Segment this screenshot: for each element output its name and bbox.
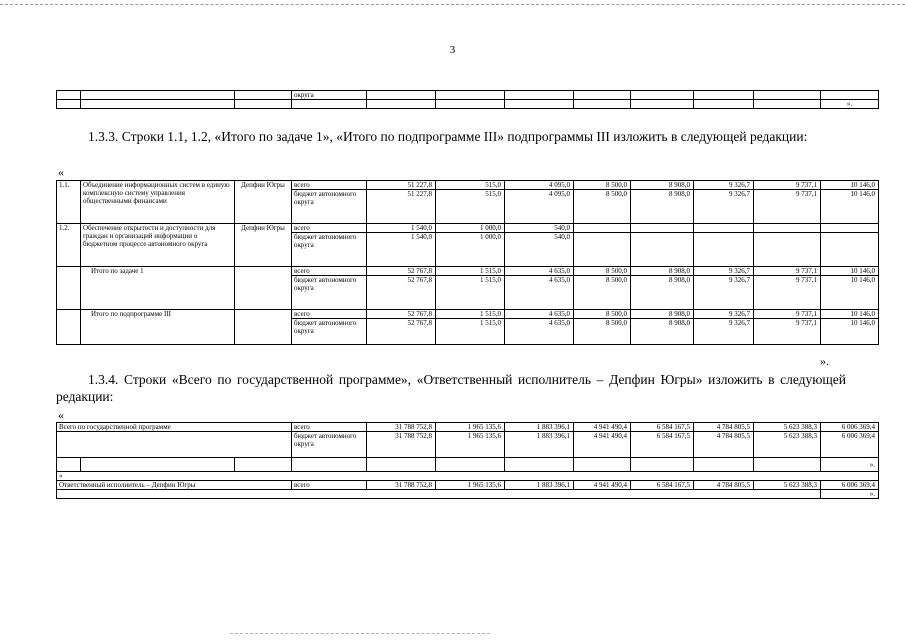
value-cell: 8 908,0: [631, 319, 694, 345]
value-cell: 51 227,8: [367, 190, 436, 224]
value-cell: 4 941 490,4: [574, 481, 631, 490]
source-cell: бюджет автономного округа: [292, 190, 367, 224]
value-cell: 1 883 396,1: [505, 432, 574, 458]
value-cell: 8 908,0: [631, 190, 694, 224]
opening-quote-2: «: [58, 408, 64, 422]
value-cell: 9 737,1: [754, 267, 821, 276]
value-cell: 4 635,0: [505, 276, 574, 310]
closing-quote-1: ».: [820, 354, 829, 368]
continued-table-fragment: [56, 90, 879, 109]
value-cell: 9 326,7: [694, 267, 754, 276]
value-cell: 1 515,0: [436, 319, 505, 345]
value-cell: 5 623 388,3: [754, 423, 821, 432]
value-cell: 31 788 752,8: [367, 481, 436, 490]
value-cell: 8 908,0: [631, 276, 694, 310]
value-cell: 6 584 167,5: [631, 423, 694, 432]
row-number: 1.1.: [57, 181, 81, 224]
value-cell: 1 965 135,6: [436, 432, 505, 458]
value-cell: 1 515,0: [436, 276, 505, 310]
source-cell: бюджет автономного округа: [292, 276, 367, 310]
value-cell: 8 500,0: [574, 310, 631, 319]
source-cell: всего: [292, 181, 367, 190]
activity-name: Итого по задаче 1: [81, 267, 235, 310]
value-cell: 52 767,8: [367, 267, 436, 276]
value-cell: 515,0: [436, 181, 505, 190]
row-number: [57, 267, 81, 310]
value-cell: 4 784 805,5: [694, 432, 754, 458]
table-row: [57, 267, 879, 276]
value-cell: 4 941 490,4: [574, 423, 631, 432]
value-cell: 1 540,0: [367, 233, 436, 267]
state-program-totals-table: [56, 422, 879, 499]
closing-quote-mark: ».: [821, 100, 879, 109]
table-row: [57, 181, 879, 190]
value-cell: [631, 224, 694, 233]
value-cell: 8 500,0: [574, 190, 631, 224]
value-cell: 6 006 369,4: [821, 432, 879, 458]
value-cell: 5 623 388,3: [754, 432, 821, 458]
value-cell: 9 737,1: [754, 276, 821, 310]
source-cell: всего: [292, 224, 367, 233]
value-cell: 4 784 805,5: [694, 481, 754, 490]
value-cell: 8 908,0: [631, 310, 694, 319]
value-cell: [821, 224, 879, 233]
scan-edge-top: [0, 4, 905, 5]
value-cell: 5 623 388,3: [754, 481, 821, 490]
table-row: [57, 224, 879, 233]
value-cell: 8 500,0: [574, 267, 631, 276]
value-cell: 9 737,1: [754, 310, 821, 319]
value-cell: 6 584 167,5: [631, 481, 694, 490]
executor: [235, 267, 292, 310]
closing-quote-mark: ».: [821, 490, 879, 499]
value-cell: 31 788 752,8: [367, 423, 436, 432]
value-cell: 9 326,7: [694, 181, 754, 190]
value-cell: 540,0: [505, 233, 574, 267]
amendment-paragraph-1-3-4: 1.3.4. Строки «Всего по государственной программе», «Ответственный исполнитель – Депфин Югры» изложить в следующей редакции:: [56, 372, 846, 404]
value-cell: 4 941 490,4: [574, 432, 631, 458]
source-cell: всего: [292, 423, 367, 432]
value-cell: 6 006 369,4: [821, 423, 879, 432]
activity-name: Итого по подпрограмме III: [81, 310, 235, 345]
source-cell: бюджет автономного округа: [292, 319, 367, 345]
activity-name: Объединение информационных систем в единую комплексную систему управления общественными финансами: [81, 181, 235, 224]
value-cell: 9 326,7: [694, 319, 754, 345]
row-number: [57, 310, 81, 345]
value-cell: [631, 233, 694, 267]
value-cell: 1 883 396,1: [505, 423, 574, 432]
value-cell: 4 095,0: [505, 181, 574, 190]
value-cell: 9 326,7: [694, 190, 754, 224]
value-cell: 540,0: [505, 224, 574, 233]
opening-quote-1: «: [58, 165, 64, 179]
value-cell: 1 883 396,1: [505, 481, 574, 490]
value-cell: [574, 233, 631, 267]
value-cell: 8 908,0: [631, 267, 694, 276]
value-cell: 4 095,0: [505, 190, 574, 224]
value-cell: 6 006 369,4: [821, 481, 879, 490]
value-cell: 52 767,8: [367, 310, 436, 319]
scan-edge-bottom: [230, 633, 490, 634]
amendment-paragraph-1-3-3: 1.3.3. Строки 1.1, 1.2, «Итого по задаче 1», «Итого по подпрограмме III» подпрограммы III изложить в следующей редакции:: [88, 129, 808, 144]
value-cell: 52 767,8: [367, 319, 436, 345]
value-cell: 4 635,0: [505, 319, 574, 345]
value-cell: 8 500,0: [574, 181, 631, 190]
value-cell: 4 784 805,5: [694, 423, 754, 432]
value-cell: 8 908,0: [631, 181, 694, 190]
value-cell: [694, 224, 754, 233]
value-cell: 1 515,0: [436, 267, 505, 276]
row-number: 1.2.: [57, 224, 81, 267]
activity-name: Обеспечение открытости и доступности для граждан и организаций информации о бюджетном процессе автономного округа: [81, 224, 235, 267]
value-cell: 10 146,0: [821, 267, 879, 276]
value-cell: 6 584 167,5: [631, 432, 694, 458]
value-cell: 1 965 135,6: [436, 423, 505, 432]
value-cell: 9 737,1: [754, 190, 821, 224]
value-cell: [574, 224, 631, 233]
value-cell: 1 965 135,6: [436, 481, 505, 490]
source-cell: всего: [292, 267, 367, 276]
value-cell: 515,0: [436, 190, 505, 224]
responsible-executor-label: Ответственный исполнитель – Депфин Югры: [57, 481, 292, 490]
value-cell: 9 326,7: [694, 310, 754, 319]
source-cell: всего: [292, 310, 367, 319]
value-cell: 1 000,0: [436, 233, 505, 267]
value-cell: 1 000,0: [436, 224, 505, 233]
executor: [235, 310, 292, 345]
value-cell: 10 146,0: [821, 181, 879, 190]
page-number: 3: [449, 44, 456, 56]
total-program-label: Всего по государственной программе: [57, 423, 292, 432]
value-cell: 9 737,1: [754, 319, 821, 345]
value-cell: 4 635,0: [505, 267, 574, 276]
value-cell: 10 146,0: [821, 310, 879, 319]
value-cell: 1 540,0: [367, 224, 436, 233]
executor: Депфин Югры: [235, 224, 292, 267]
value-cell: 10 146,0: [821, 190, 879, 224]
table-row: [57, 310, 879, 319]
value-cell: 8 500,0: [574, 319, 631, 345]
value-cell: [821, 233, 879, 267]
fragment-source-label: округа: [292, 91, 367, 100]
value-cell: 10 146,0: [821, 276, 879, 310]
value-cell: 9 737,1: [754, 181, 821, 190]
value-cell: 1 515,0: [436, 310, 505, 319]
value-cell: 51 227,8: [367, 181, 436, 190]
value-cell: 10 146,0: [821, 319, 879, 345]
value-cell: 31 788 752,8: [367, 432, 436, 458]
executor: Депфин Югры: [235, 181, 292, 224]
value-cell: 4 635,0: [505, 310, 574, 319]
opening-quote-mark: «: [57, 472, 879, 481]
source-cell: всего: [292, 481, 367, 490]
value-cell: 9 326,7: [694, 276, 754, 310]
source-cell: бюджет автономного округа: [292, 432, 367, 458]
value-cell: [754, 224, 821, 233]
value-cell: 52 767,8: [367, 276, 436, 310]
value-cell: 8 500,0: [574, 276, 631, 310]
source-cell: бюджет автономного округа: [292, 233, 367, 267]
value-cell: [754, 233, 821, 267]
value-cell: [694, 233, 754, 267]
subprogram-iii-table: [56, 180, 879, 345]
closing-quote-mark: ».: [821, 458, 879, 472]
